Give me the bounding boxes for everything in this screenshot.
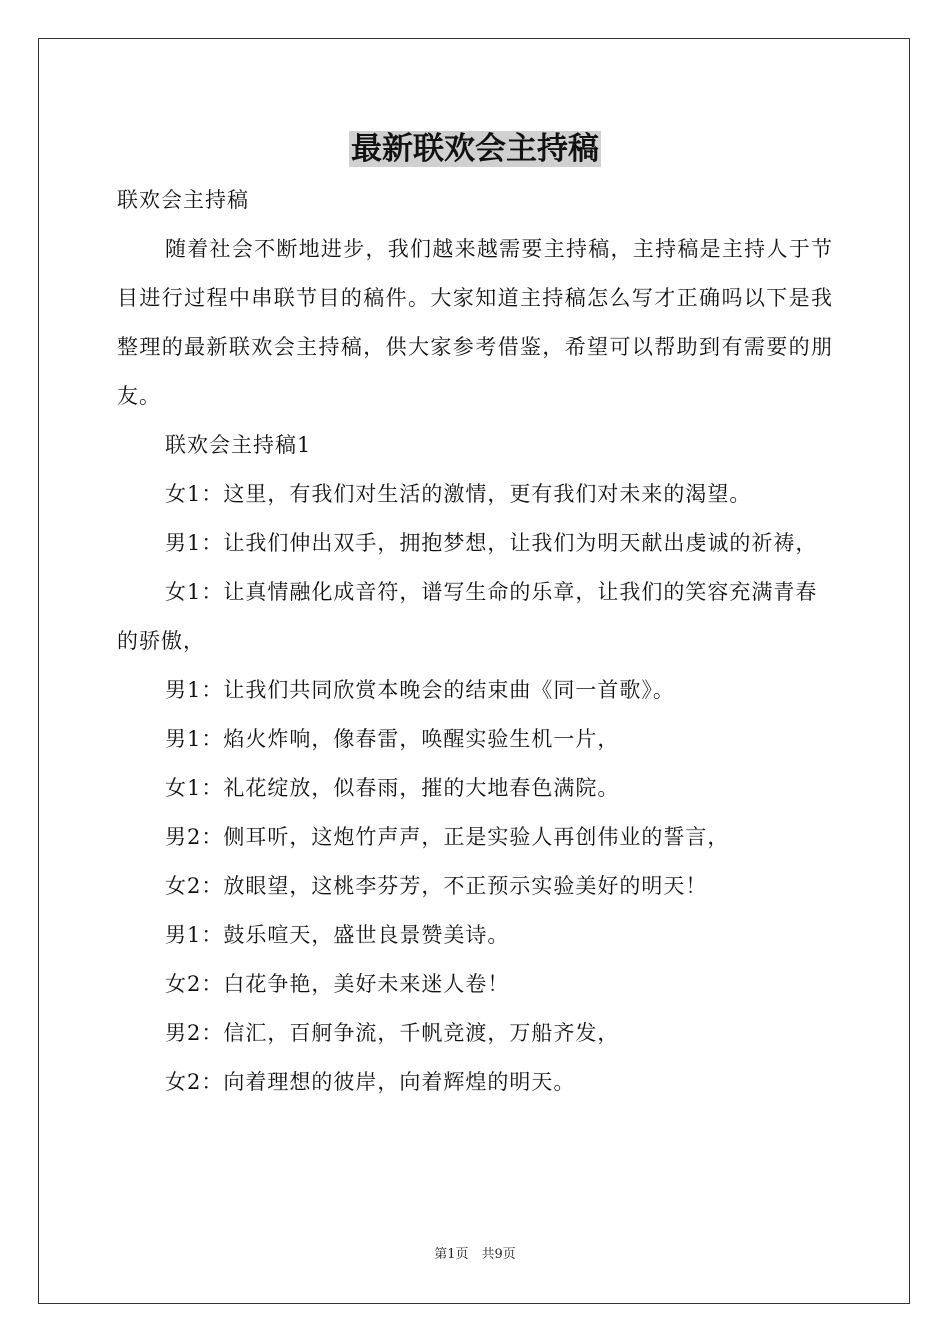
script-line: 男1：焰火炸响，像春雷，唤醒实验生机一片， (165, 727, 620, 751)
script-line: 男1：让我们伸出双手，拥抱梦想，让我们为明天献出虔诚的祈祷， (165, 531, 818, 555)
intro-paragraph: 随着社会不断地进步，我们越来越需要主持稿，主持稿是主持人于节目进行过程中串联节目的稿件。大家知道主持稿怎么写才正确吗以下是我整理的最新联欢会主持稿，供大家参考借鉴，希望可以帮助到有需要的朋友。 (117, 237, 833, 408)
document-title (0, 127, 950, 171)
script-line: 男1：鼓乐喧天，盛世良景赞美诗。 (165, 923, 510, 947)
page-number-label: 第1页 共9页 (434, 1247, 516, 1262)
script-line: 男2：信汇，百舸争流，千帆竞渡，万船齐发， (165, 1021, 620, 1045)
script-line: 女2：放眼望，这桃李芬芳，不正预示实验美好的明天！ (165, 874, 708, 898)
script-line: 女1：这里，有我们对生活的激情，更有我们对未来的渴望。 (165, 482, 752, 506)
script-line: 男1：让我们共同欣赏本晚会的结束曲《同一首歌》。 (165, 678, 675, 702)
page-footer (0, 1246, 950, 1264)
script-line: 女2：向着理想的彼岸，向着辉煌的明天。 (165, 1070, 576, 1094)
script-line: 女2：白花争艳，美好未来迷人卷！ (165, 972, 510, 996)
script-line: 女1：让真情融化成音符，谱写生命的乐章，让我们的笑容充满青春的骄傲， (117, 580, 818, 653)
script-line: 男2：侧耳听，这炮竹声声，正是实验人再创伟业的誓言， (165, 825, 730, 849)
section-heading: 联欢会主持稿1 (165, 433, 312, 457)
script-line: 女1：礼花绽放，似春雨，摧的大地春色满院。 (165, 776, 620, 800)
document-body (117, 176, 833, 1107)
document-title-text: 最新联欢会主持稿 (351, 131, 599, 167)
document-subtitle: 联欢会主持稿 (117, 188, 249, 212)
